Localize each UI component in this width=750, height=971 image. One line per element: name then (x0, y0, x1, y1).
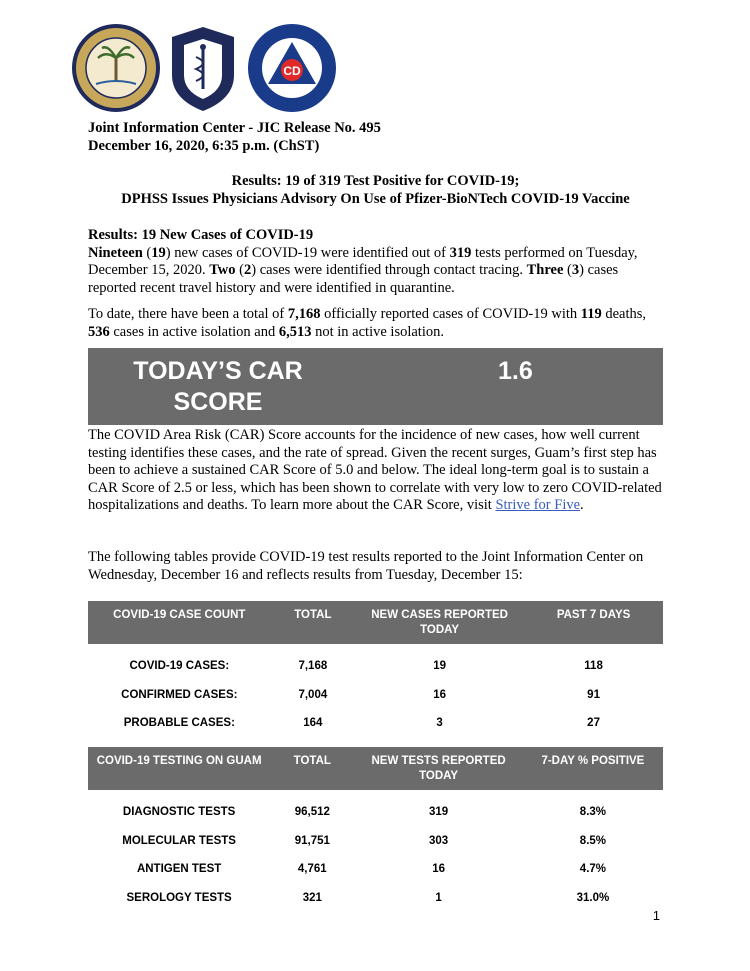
text-fragment: deaths, (601, 306, 647, 322)
page-number: 1 (652, 908, 660, 923)
table-row (88, 827, 663, 856)
count-number: 2 (244, 262, 252, 278)
text-fragment: ) cases were identified through contact tracing. (251, 262, 527, 278)
count-number: 3 (571, 262, 580, 278)
testing-table (88, 747, 663, 912)
text-fragment: . (580, 497, 584, 513)
count-word: Two (209, 262, 236, 278)
headline-line1: Results: 19 of 319 Test Positive for COVID-19; (231, 173, 520, 189)
release-number: Joint Information Center - JIC Release No. 495 (88, 120, 381, 136)
table-row (88, 790, 663, 827)
table-cell: 16 (433, 688, 446, 701)
public-health-seal-icon (170, 25, 236, 113)
case-count-table (88, 601, 663, 738)
column-header: 7-DAY % POSITIVE (523, 747, 663, 790)
table-cell: 3 (436, 717, 443, 730)
table-cell: 8.5% (579, 834, 607, 847)
table-cell: COVID-19 CASES: (129, 660, 230, 673)
table-row (88, 855, 663, 884)
text-fragment: officially reported cases of COVID-19 with (320, 306, 581, 322)
table-cell: 96,512 (294, 806, 330, 819)
table-cell: 27 (587, 717, 600, 730)
total-cases: 7,168 (287, 306, 321, 322)
table-cell: 321 (302, 891, 322, 904)
car-title-line2: SCORE (173, 388, 263, 416)
table-cell: 19 (433, 660, 446, 673)
table-cell: 118 (584, 660, 603, 673)
column-header: COVID-19 CASE COUNT (88, 601, 271, 644)
count-word: Nineteen (88, 244, 143, 261)
column-header: TOTAL (271, 601, 355, 644)
table-cell: SEROLOGY TESTS (126, 891, 232, 904)
table-cell: 7,004 (298, 688, 328, 701)
release-info (88, 120, 663, 155)
car-description (88, 427, 663, 515)
text-fragment: ( (563, 262, 572, 278)
table-cell: PROBABLE CASES: (123, 717, 235, 730)
car-score-title (118, 356, 318, 418)
table-cell: 7,168 (298, 660, 328, 673)
table-cell: MOLECULAR TESTS (122, 834, 236, 847)
totals-paragraph (88, 306, 663, 341)
tests-count: 319 (449, 244, 472, 261)
release-date: December 16, 2020, 6:35 p.m. (ChST) (88, 137, 320, 154)
table-cell: 1 (435, 891, 442, 904)
car-title-line1: TODAY’S CAR (133, 357, 303, 385)
table-cell: 8.3% (579, 806, 607, 819)
text-fragment: not in active isolation. (311, 323, 444, 340)
text-fragment: cases in active isolation and (109, 323, 279, 340)
column-header: PAST 7 DAYS (524, 601, 663, 644)
table-row (88, 681, 663, 710)
headline-line2: DPHSS Issues Physicians Advisory On Use of Pfizer-BioNTech COVID-19 Vaccine (121, 190, 630, 207)
results-heading: Results: 19 New Cases of COVID-19 (88, 227, 314, 243)
table-row (88, 709, 663, 738)
table-cell: 4,761 (297, 863, 327, 876)
civil-defense-seal-icon (246, 22, 338, 114)
table-row (88, 644, 663, 681)
tables-intro: The following tables provide COVID-19 test results reported to the Joint Information Center on Wednesday, December 16 and reflects results from Tuesday, December 15: (88, 549, 644, 583)
svg-text:CD: CD (283, 64, 301, 78)
governors-seal-icon (70, 22, 162, 114)
table-cell: 319 (429, 806, 449, 819)
table-cell: CONFIRMED CASES: (121, 688, 238, 701)
table-cell: 164 (303, 717, 323, 730)
text-fragment: ( (235, 262, 244, 278)
column-header: NEW TESTS REPORTED TODAY (354, 747, 522, 790)
not-active-isolation: 6,513 (278, 323, 312, 340)
column-header: TOTAL (270, 747, 354, 790)
column-header: NEW CASES REPORTED TODAY (355, 601, 524, 644)
table-header-row (88, 747, 663, 790)
table-cell: 91,751 (294, 834, 330, 847)
table-cell: 31.0% (576, 891, 610, 904)
text-fragment: ) new cases of COVID-19 were identified out of (165, 244, 450, 261)
table-cell: DIAGNOSTIC TESTS (122, 806, 236, 819)
strive-for-five-link[interactable]: Strive for Five (495, 497, 581, 513)
table-cell: ANTIGEN TEST (136, 863, 222, 876)
table-cell: 91 (587, 688, 600, 701)
total-deaths: 119 (580, 306, 602, 322)
results-paragraph (88, 245, 663, 298)
text-fragment: ( (142, 244, 152, 261)
count-word: Three (526, 262, 564, 278)
count-number: 19 (151, 244, 166, 261)
table-row (88, 884, 663, 913)
text-fragment: To date, there have been a total of (88, 306, 288, 322)
car-description-text: The COVID Area Risk (CAR) Score accounts for the incidence of new cases, how well current testing identifies these cases, and the rate of spread. Given the recent surges, Guam’s first step has been to achieve a sustained CAR Score of 5.0 and below. The ideal long-term goal is to sustain a CAR Score of 2.5 or less, which has been shown to correlate with very low to zero COVID-related hospitalizations and deaths. To learn more about the CAR Score, visit (88, 427, 662, 513)
results-section (88, 227, 663, 297)
headline (88, 173, 663, 208)
car-score-banner (88, 348, 663, 425)
table-cell: 16 (432, 863, 445, 876)
text-fragment: tests performed on Tuesday, December 15, 2020. (88, 244, 638, 278)
text-fragment: ) cases reported recent travel history and were identified in quarantine. (88, 262, 619, 296)
active-isolation: 536 (88, 323, 110, 340)
table-header-row (88, 601, 663, 644)
car-score-value: 1.6 (498, 357, 533, 385)
column-header: COVID-19 TESTING ON GUAM (88, 747, 270, 790)
table-cell: 303 (429, 834, 449, 847)
table-cell: 4.7% (579, 863, 607, 876)
